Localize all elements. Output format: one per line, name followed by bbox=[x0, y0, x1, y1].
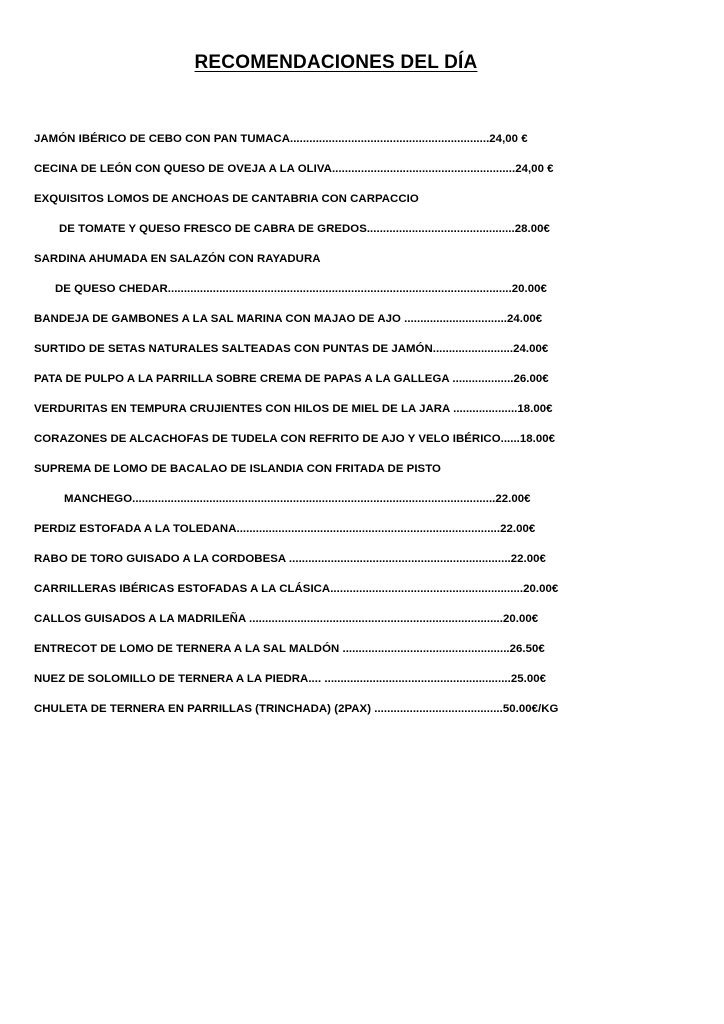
page-title: RECOMENDACIONES DEL DÍA bbox=[194, 52, 478, 73]
menu-item-alcachofas: CORAZONES DE ALCACHOFAS DE TUDELA CON REFRITO DE AJO Y VELO IBÉRICO......18.00€ bbox=[34, 433, 556, 445]
menu-item-callos: CALLOS GUISADOS A LA MADRILEÑA ...............................................................................20.00€ bbox=[34, 613, 539, 625]
menu-item-cecina: CECINA DE LEÓN CON QUESO DE OVEJA A LA OLIVA.........................................................24,00 € bbox=[34, 163, 554, 175]
menu-item-anchoas: EXQUISITOS LOMOS DE ANCHOAS DE CANTABRIA CON CARPACCIO bbox=[34, 193, 419, 205]
menu-item-solomillo: NUEZ DE SOLOMILLO DE TERNERA A LA PIEDRA.... ..........................................................25.00€ bbox=[34, 673, 546, 685]
menu-item-setas: SURTIDO DE SETAS NATURALES SALTEADAS CON PUNTAS DE JAMÓN.........................24.00€ bbox=[34, 343, 549, 355]
menu-item-carrilleras: CARRILLERAS IBÉRICAS ESTOFADAS A LA CLÁSICA............................................................20.00€ bbox=[34, 583, 559, 595]
menu-item-verduritas: VERDURITAS EN TEMPURA CRUJIENTES CON HILOS DE MIEL DE LA JARA ....................18.00€ bbox=[34, 403, 553, 415]
menu-item-jamon: JAMÓN IBÉRICO DE CEBO CON PAN TUMACA..............................................................24,00 € bbox=[34, 133, 528, 145]
menu-item-chuleta: CHULETA DE TERNERA EN PARRILLAS (TRINCHADA) (2PAX) ........................................50.00€/KG bbox=[34, 703, 559, 715]
menu-item-sardina: SARDINA AHUMADA EN SALAZÓN CON RAYADURA bbox=[34, 253, 321, 265]
menu-item-perdiz: PERDIZ ESTOFADA A LA TOLEDANA..................................................................................22.00€ bbox=[34, 523, 536, 535]
menu-item-pulpo: PATA DE PULPO A LA PARRILLA SOBRE CREMA DE PAPAS A LA GALLEGA ...................26.00€ bbox=[34, 373, 549, 385]
menu-item-entrecot: ENTRECOT DE LOMO DE TERNERA A LA SAL MALDÓN ....................................................26.50€ bbox=[34, 643, 545, 655]
menu-item-gambones: BANDEJA DE GAMBONES A LA SAL MARINA CON MAJAO DE AJO ................................24.00€ bbox=[34, 313, 543, 325]
menu-item-sardina-continuation: DE QUESO CHEDAR...........................................................................................................20.00€ bbox=[55, 283, 547, 295]
menu-item-rabo-de-toro: RABO DE TORO GUISADO A LA CORDOBESA .....................................................................22.00€ bbox=[34, 553, 546, 565]
menu-item-bacalao-continuation: MANCHEGO.................................................................................................................22.00€ bbox=[64, 493, 531, 505]
menu-item-anchoas-continuation: DE TOMATE Y QUESO FRESCO DE CABRA DE GREDOS..............................................28.00€ bbox=[59, 223, 550, 235]
menu-item-bacalao: SUPREMA DE LOMO DE BACALAO DE ISLANDIA CON FRITADA DE PISTO bbox=[34, 463, 441, 475]
